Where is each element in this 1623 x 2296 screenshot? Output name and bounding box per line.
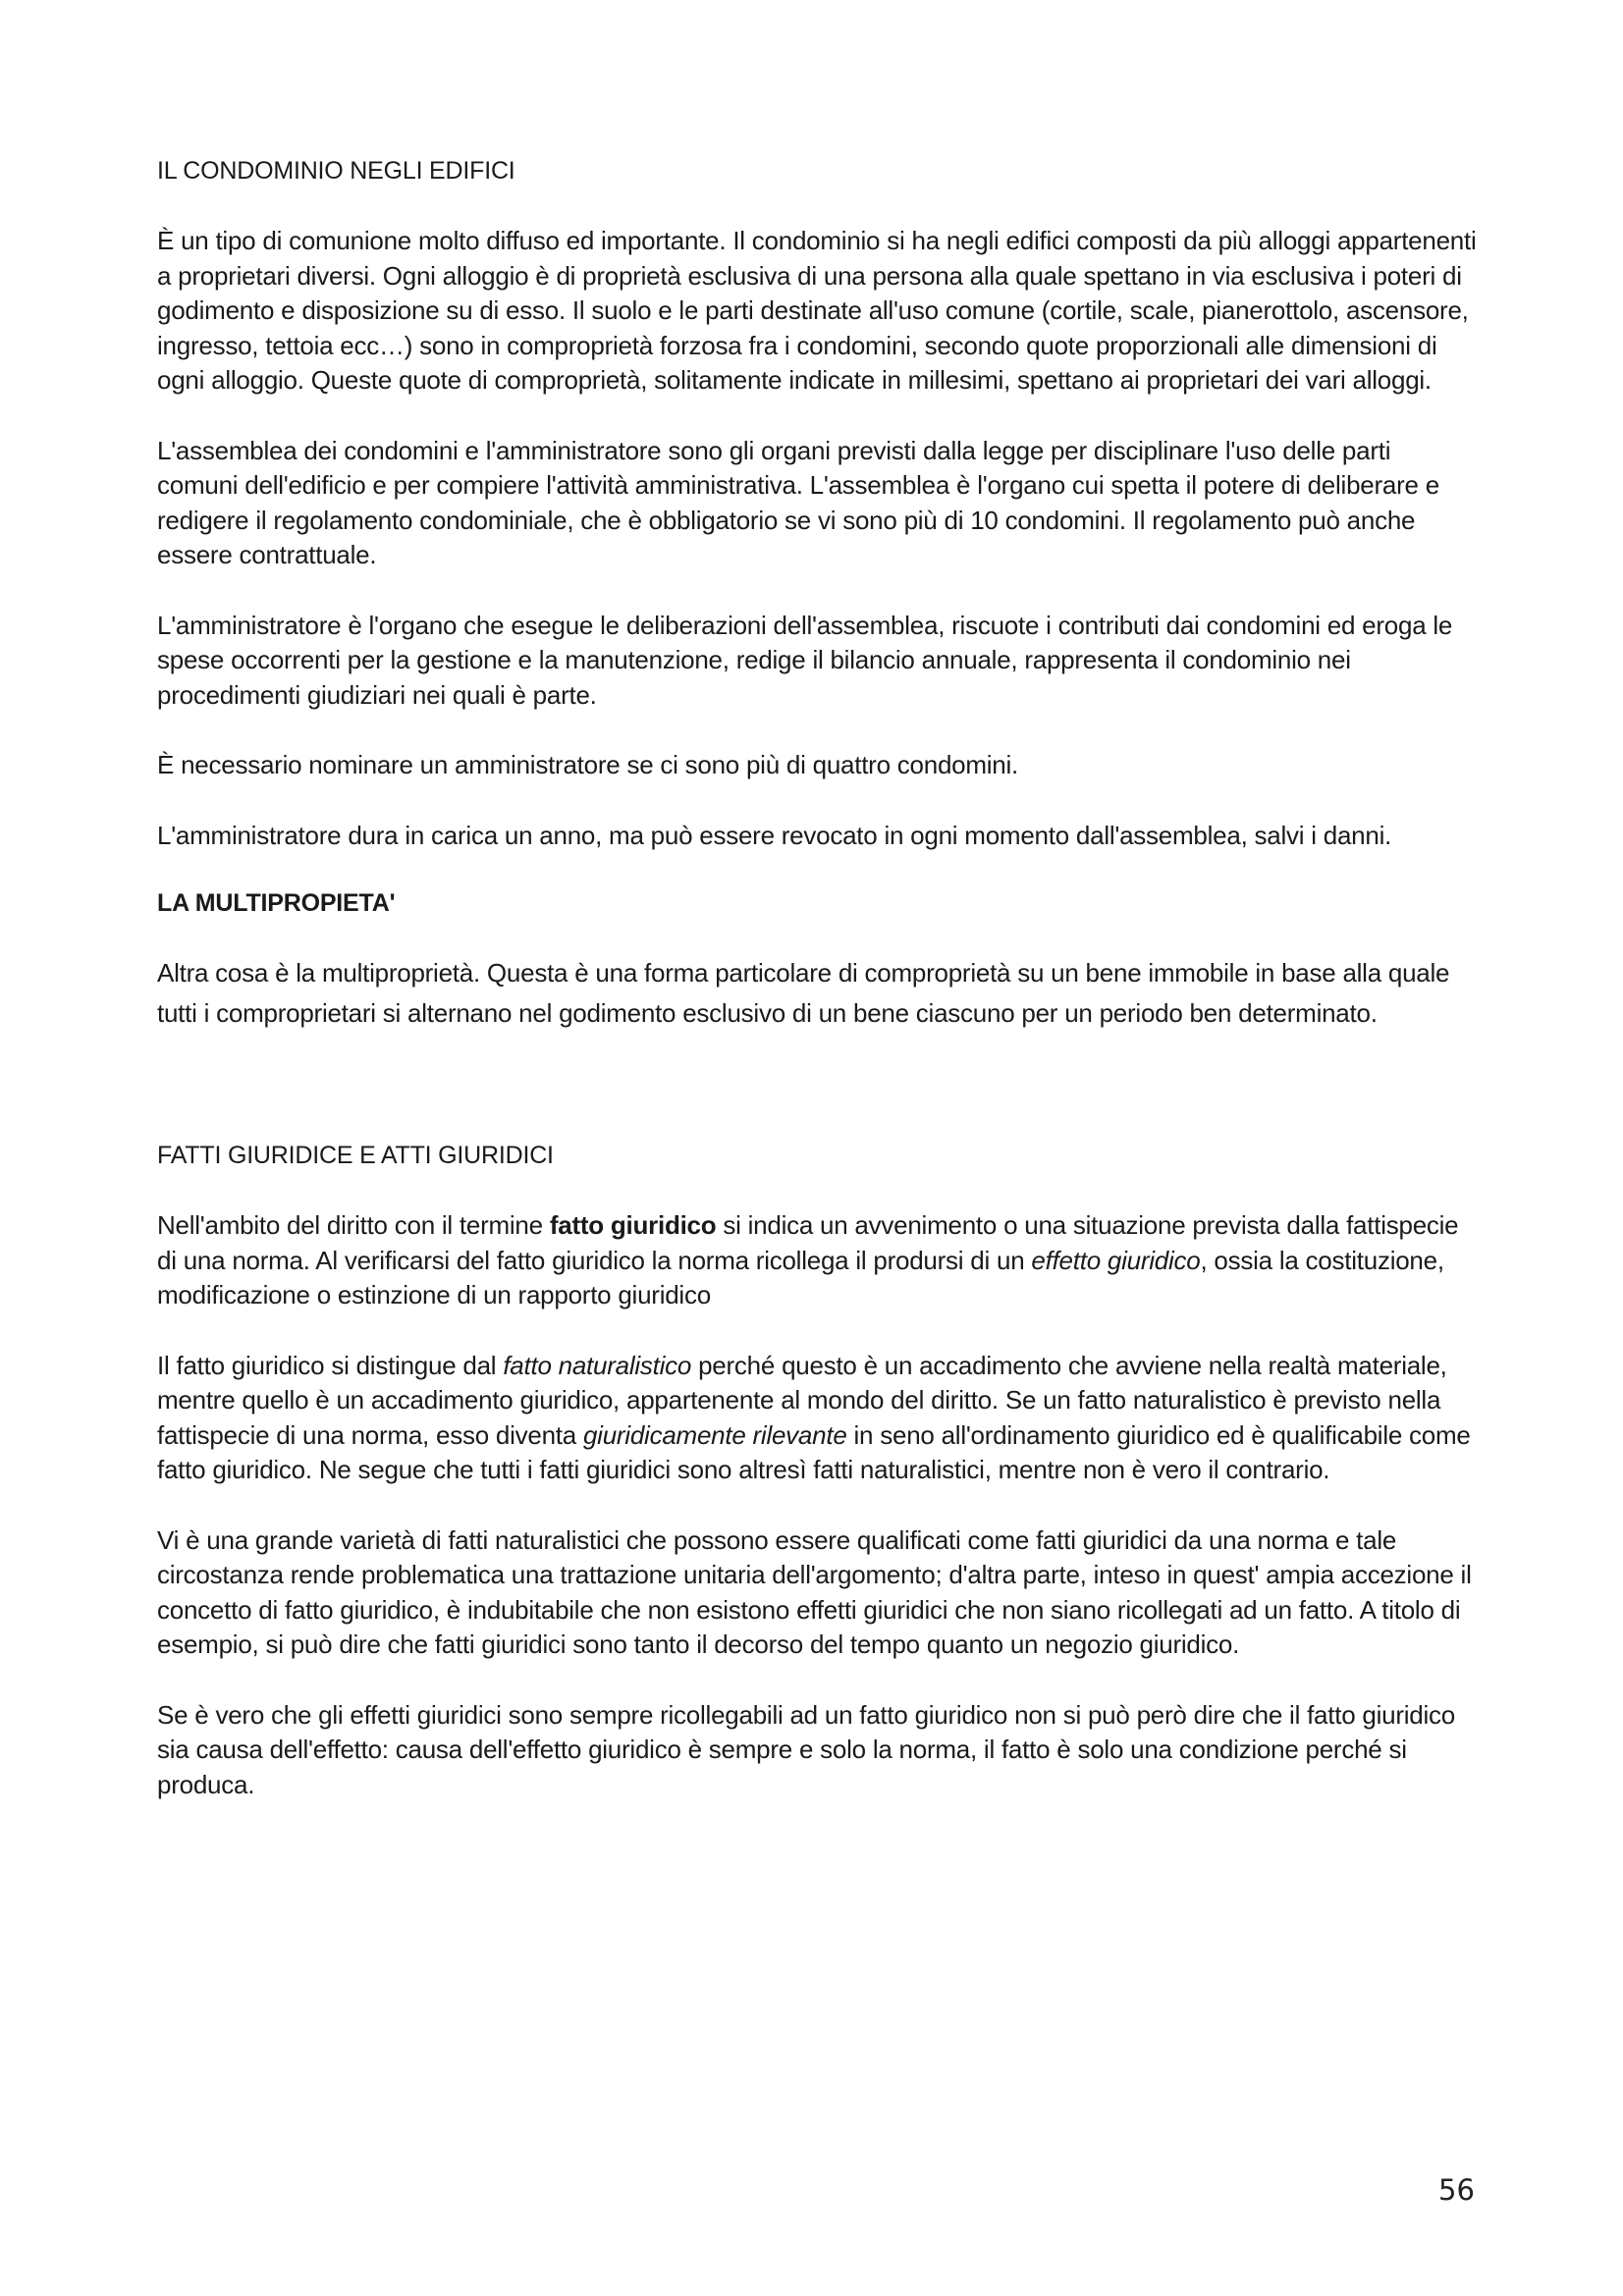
- term-effetto-giuridico: effetto giuridico: [1031, 1245, 1201, 1275]
- paragraph-condominio-2: L'assemblea dei condomini e l'amministratore sono gli organi previsti dalla legge per disciplinare l'uso delle parti comuni dell'edificio e per compiere l'attività amministrativa. L'assemblea è l'organo cui spetta il potere di deliberare e redigere il regolamento condominiale, che è obbligatorio se vi sono più di 10 condomini. Il regolamento può anche essere contrattuale.: [157, 435, 1439, 569]
- paragraph-condominio-1: È un tipo di comunione molto diffuso ed importante. Il condominio si ha negli edifici composti da più alloggi appartenenti a proprietari diversi. Ogni alloggio è di proprietà esclusiva di una persona alla quale spettano in via esclusiva i poteri di godimento e disposizione su di esso. Il suolo e le parti destinate all'uso comune (cortile, scale, pianerottolo, ascensore, ingresso, tettoia ecc…) sono in comproprietà forzosa fra i condomini, secondo quote proporzionali alle dimensioni di ogni alloggio. Queste quote di comproprietà, solitamente indicate in millesimi, spettano ai proprietari dei vari alloggi.: [157, 226, 1477, 395]
- text-run: perché questo è un accadimento che avviene nella realtà materiale, mentre quello è un accadimento giuridico, appartenente al mondo del diritto. Se un fatto naturalistico è previsto nella fattispecie di una norma, esso diventa: [157, 1350, 1447, 1450]
- paragraph-fatti-1: [157, 1208, 1478, 1313]
- paragraph-condominio-4: È necessario nominare un amministratore se ci sono più di quattro condomini.: [157, 750, 1019, 779]
- text-run: in seno all'ordinamento giuridico ed è qualificabile come fatto giuridico. Ne segue che tutti i fatti giuridici sono altresì fatti naturalistici, mentre non è vero il contrario.: [157, 1419, 1471, 1484]
- paragraph-fatti-3: Vi è una grande varietà di fatti naturalistici che possono essere qualificati come fatti giuridici da una norma e tale circostanza rende problematica una trattazione unitaria dell'argomento; d'altra parte, inteso in quest' ampia accezione il concetto di fatto giuridico, è indubitabile che non esistono effetti giuridici che non siano ricollegati ad un fatto. A titolo di esempio, si può dire che fatti giuridici sono tanto il decorso del tempo quanto un negozio giuridico.: [157, 1524, 1472, 1659]
- page-number: 56: [1438, 2173, 1475, 2207]
- paragraph-multiproprieta-1: Altra cosa è la multiproprietà. Questa è una forma particolare di comproprietà su un bene immobile in base alla quale tutti i comproprietari si alternano nel godimento esclusivo di un bene ciascuno per un periodo ben determinato.: [157, 958, 1450, 1028]
- paragraph-fatti-2: [157, 1349, 1478, 1488]
- term-fatto-giuridico: fatto giuridico: [549, 1210, 717, 1240]
- document-page: [157, 153, 1478, 1802]
- paragraph-condominio-5: L'amministratore dura in carica un anno, ma può essere revocato in ogni momento dall'assemblea, salvi i danni.: [157, 820, 1392, 850]
- text-run: Nell'ambito del diritto con il termine: [157, 1210, 550, 1240]
- paragraph-fatti-4: Se è vero che gli effetti giuridici sono sempre ricollegabili ad un fatto giuridico non si può però dire che il fatto giuridico sia causa dell'effetto: causa dell'effetto giuridico è sempre e solo la norma, il fatto è solo una condizione perché si produca.: [157, 1699, 1455, 1799]
- text-run: Il fatto giuridico si distingue dal: [157, 1350, 504, 1380]
- section-title-fatti: FATTI GIURIDICE E ATTI GIURIDICI: [157, 1142, 554, 1169]
- text-run: si indica un avvenimento o una situazione prevista dalla fattispecie di una norma. Al verificarsi del fatto giuridico la norma ricollega il prodursi di un: [157, 1210, 1459, 1275]
- paragraph-condominio-3: L'amministratore è l'organo che esegue le deliberazioni dell'assemblea, riscuote i contributi dai condomini ed eroga le spese occorrenti per la gestione e la manutenzione, redige il bilancio annuale, rappresenta il condominio nei procedimenti giudiziari nei quali è parte.: [157, 610, 1453, 710]
- section-title-condominio: IL CONDOMINIO NEGLI EDIFICI: [157, 157, 515, 185]
- term-giuridicamente-rilevante: giuridicamente rilevante: [582, 1419, 847, 1450]
- text-run: , ossia la costituzione, modificazione o estinzione di un rapporto giuridico: [157, 1245, 1444, 1309]
- section-title-multiproprieta: LA MULTIPROPIETA': [157, 889, 396, 917]
- term-fatto-naturalistico: fatto naturalistico: [503, 1350, 692, 1380]
